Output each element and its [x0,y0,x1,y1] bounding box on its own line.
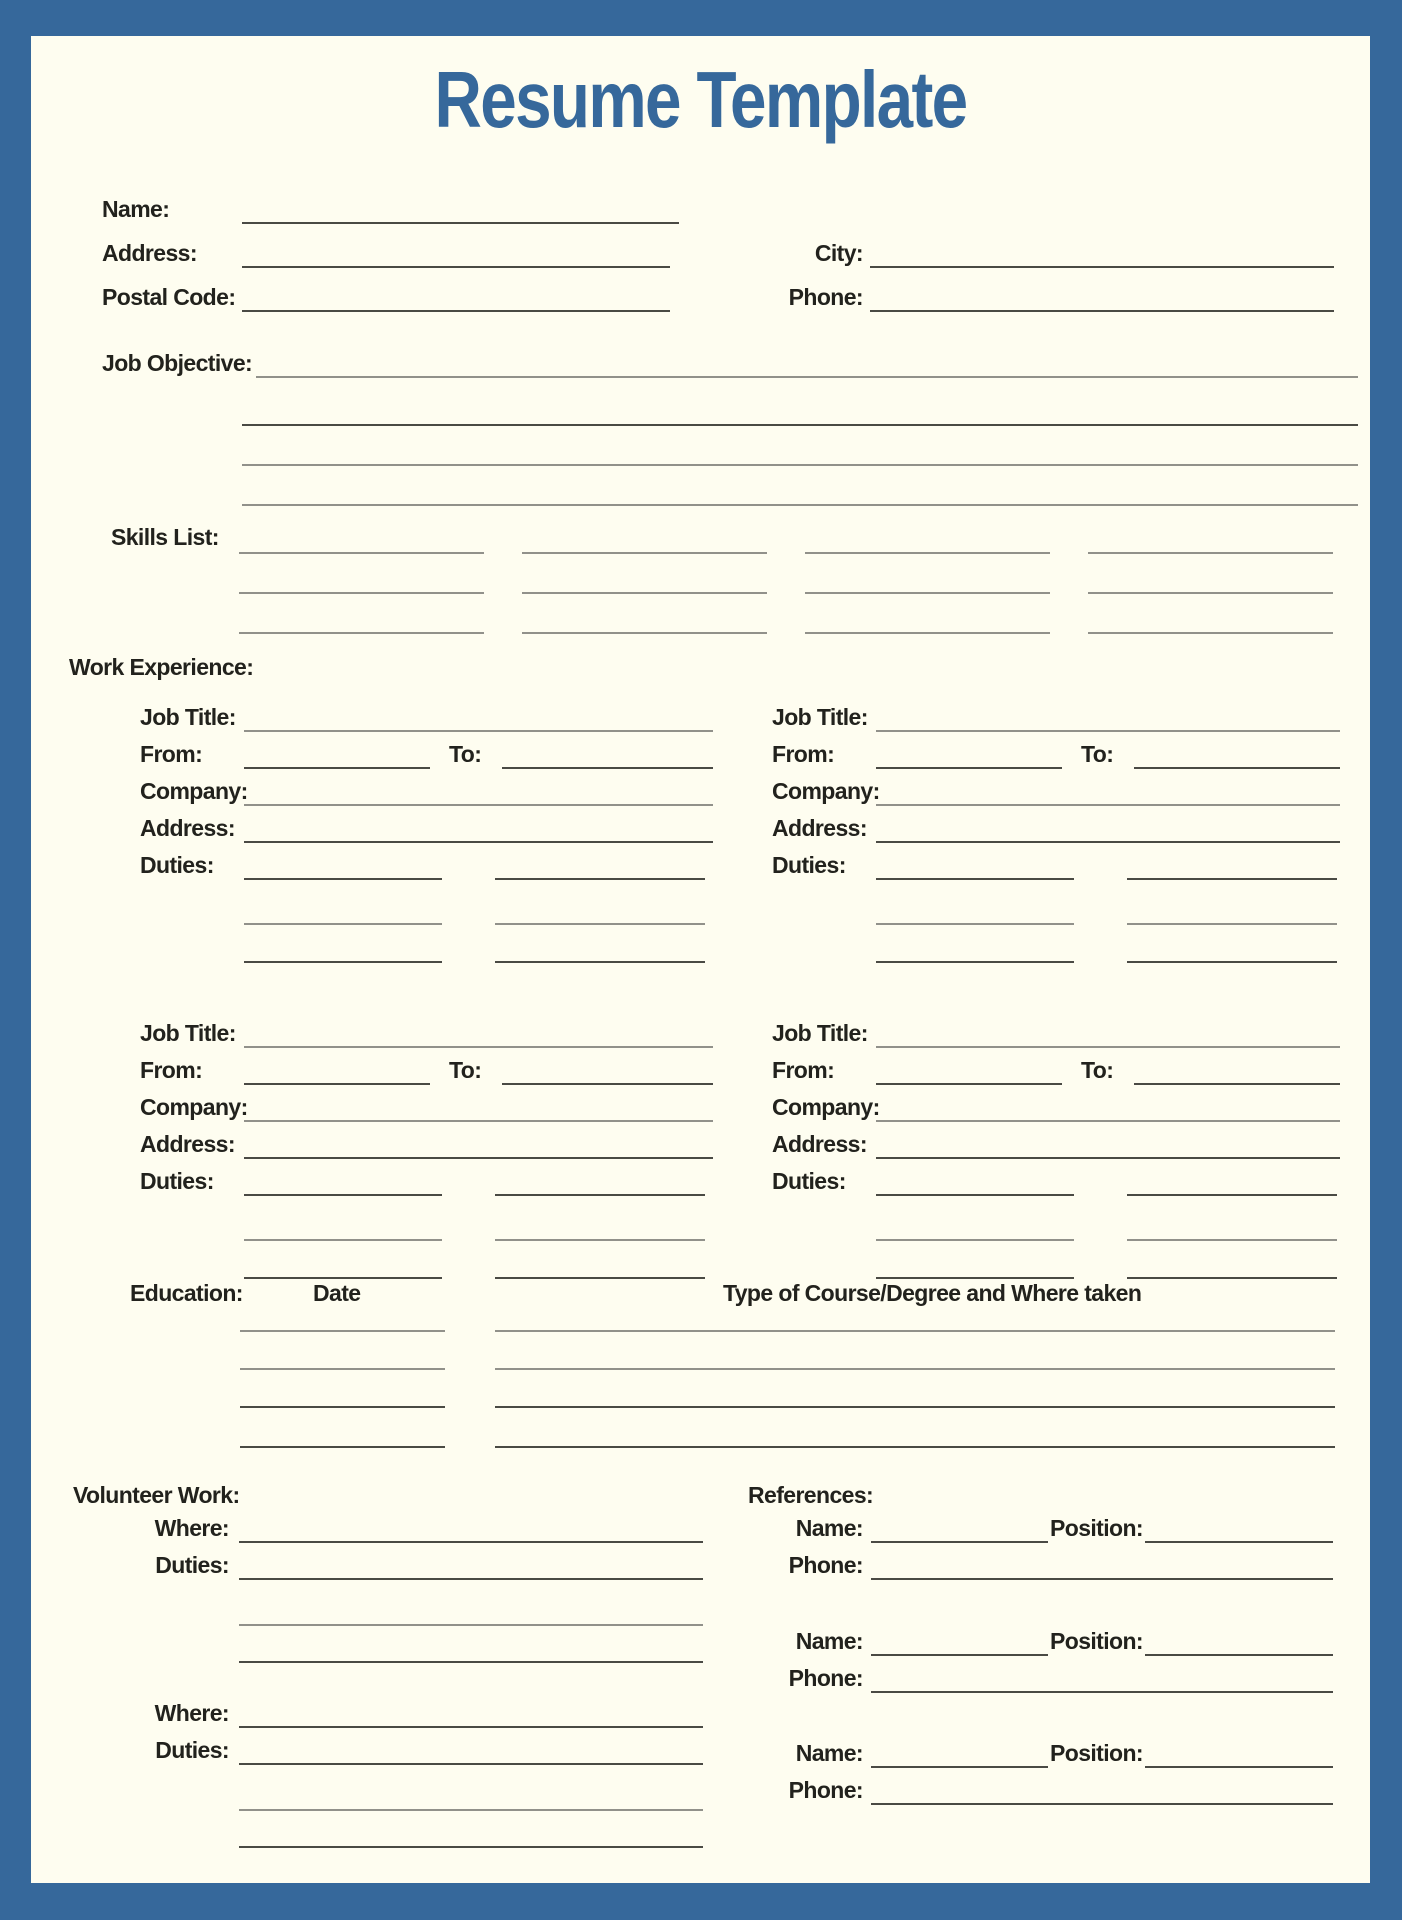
work-address-input-line[interactable] [876,841,1340,843]
volunteer-duties-input-line[interactable] [239,1661,703,1663]
references-section [748,1482,1333,1805]
work-entry [772,695,1340,963]
duties-input-line[interactable] [876,961,1074,963]
position-label: Position: [1050,1628,1143,1655]
address-label: Address: [772,815,867,842]
job-title-label: Job Title: [772,1020,868,1047]
duties-label: Duties: [155,1737,229,1764]
duties-label: Duties: [140,1168,214,1195]
work-address-input-line[interactable] [244,841,713,843]
education-section [130,1280,1335,1448]
education-date-input-line[interactable] [240,1330,445,1332]
where-label: Where: [154,1515,229,1542]
work-experience-grid [140,695,1370,1279]
address-row [102,224,1334,268]
duties-input-line[interactable] [876,878,1074,880]
from-label: From: [772,741,835,768]
reference-phone-row [748,1543,1333,1580]
work-experience-heading: Work Experience: [69,654,254,680]
job-title-input-line[interactable] [876,730,1340,732]
company-label: Company: [140,778,248,805]
name-label: Name: [102,196,170,223]
company-input-line[interactable] [244,1120,713,1122]
skill-input-line[interactable] [1088,554,1333,594]
postal-code-label: Postal Code: [102,284,236,311]
volunteer-duties-input-line[interactable] [239,1809,703,1811]
education-course-input-line[interactable] [495,1406,1335,1408]
reference-phone-input-line[interactable] [871,1578,1333,1580]
resume-template-page [31,36,1370,1883]
duties-input-line[interactable] [244,1194,442,1196]
skill-input-line[interactable] [239,554,484,594]
phone-label: Phone: [788,1552,863,1579]
job-objective-row [102,348,1358,378]
job-title-label: Job Title: [140,1020,236,1047]
phone-label: Phone: [788,1777,863,1804]
address-input-line[interactable] [242,266,670,268]
name-input-line[interactable] [242,222,679,224]
duties-input-line[interactable] [1127,1194,1337,1196]
duties-label: Duties: [155,1552,229,1579]
work-address-input-line[interactable] [876,1157,1340,1159]
reference-position-input-line[interactable] [1145,1766,1333,1768]
skill-input-line[interactable] [522,554,767,594]
work-entry [140,1011,713,1279]
to-input-line[interactable] [1134,1083,1340,1085]
from-label: From: [772,1057,835,1084]
reference-name-input-line[interactable] [871,1654,1048,1656]
city-label: City: [814,240,863,267]
city-input-line[interactable] [870,266,1334,268]
address-label: Address: [140,1131,235,1158]
duties-input-line[interactable] [1127,923,1337,925]
company-label: Company: [772,1094,880,1121]
duties-input-line[interactable] [1127,1277,1337,1279]
postal-row [102,268,1334,312]
education-header-row [130,1280,1335,1308]
skill-input-line[interactable] [239,594,484,634]
duties-label: Duties: [772,1168,846,1195]
from-input-line[interactable] [876,1083,1062,1085]
skill-input-line[interactable] [805,506,1050,554]
duties-input-line[interactable] [244,1277,442,1279]
skill-input-line[interactable] [805,554,1050,594]
education-course-input-line[interactable] [495,1446,1335,1448]
to-label: To: [449,1057,482,1084]
duties-input-line[interactable] [495,1277,705,1279]
company-input-line[interactable] [244,804,713,806]
duties-label: Duties: [772,852,846,879]
skill-input-line[interactable] [239,506,484,554]
duties-input-line[interactable] [495,923,705,925]
to-input-line[interactable] [1134,767,1340,769]
to-label: To: [449,741,482,768]
reference-phone-row [748,1768,1333,1805]
volunteer-where-input-line[interactable] [239,1726,703,1728]
reference-position-input-line[interactable] [1145,1541,1333,1543]
to-input-line[interactable] [502,767,713,769]
duties-label: Duties: [140,852,214,879]
from-input-line[interactable] [244,767,430,769]
from-input-line[interactable] [244,1083,430,1085]
phone-label: Phone: [788,284,863,311]
from-label: From: [140,741,203,768]
skills-section [111,506,1341,634]
address-label: Address: [140,815,235,842]
work-entry [140,695,713,963]
duties-input-line[interactable] [1127,878,1337,880]
duties-input-line[interactable] [1127,961,1337,963]
duties-input-line[interactable] [495,1194,705,1196]
reference-name-row [748,1731,1333,1768]
phone-input-line[interactable] [870,310,1334,312]
duties-input-line[interactable] [876,1277,1074,1279]
position-label: Position: [1050,1515,1143,1542]
reference-name-row [748,1510,1333,1543]
company-label: Company: [772,778,880,805]
duties-input-line[interactable] [244,923,442,925]
address-label: Address: [772,1131,867,1158]
duties-input-line[interactable] [876,1239,1074,1241]
from-label: From: [140,1057,203,1084]
to-label: To: [1081,741,1114,768]
to-input-line[interactable] [502,1083,713,1085]
duties-input-line[interactable] [876,1194,1074,1196]
duties-input-line[interactable] [244,961,442,963]
reference-name-input-line[interactable] [871,1766,1048,1768]
references-heading: References: [748,1482,874,1508]
company-label: Company: [140,1094,248,1121]
contact-section [102,180,1334,312]
position-label: Position: [1050,1740,1143,1767]
duties-input-line[interactable] [495,1239,705,1241]
reference-phone-input-line[interactable] [871,1803,1333,1805]
duties-input-line[interactable] [495,961,705,963]
reference-name-input-line[interactable] [871,1541,1048,1543]
page-title: Resume Template [434,55,967,144]
volunteer-work-heading: Volunteer Work: [73,1482,240,1508]
duties-input-line[interactable] [244,1239,442,1241]
reference-name-row [748,1619,1333,1656]
skill-input-line[interactable] [805,594,1050,634]
job-objective-extra-line[interactable] [242,386,1358,426]
education-date-input-line[interactable] [240,1406,445,1408]
education-date-header: Date [313,1280,361,1306]
duties-input-line[interactable] [1127,1239,1337,1241]
address-label: Address: [102,240,197,267]
job-title-input-line[interactable] [876,1046,1340,1048]
name-label: Name: [795,1628,863,1655]
skill-input-line[interactable] [522,594,767,634]
skill-input-line[interactable] [1088,594,1333,634]
duties-input-line[interactable] [876,923,1074,925]
skill-input-line[interactable] [522,506,767,554]
name-row [102,180,1334,224]
skill-input-line[interactable] [1088,506,1333,554]
education-course-header: Type of Course/Degree and Where taken [723,1280,1142,1306]
skills-list-label: Skills List: [111,524,219,550]
job-title-input-line[interactable] [244,1046,713,1048]
phone-label: Phone: [788,1665,863,1692]
duties-input-line[interactable] [495,878,705,880]
volunteer-work-section [73,1482,703,1848]
work-experience-section [31,636,1370,1279]
education-course-input-line[interactable] [495,1330,1335,1332]
volunteer-where-input-line[interactable] [239,1541,703,1543]
job-title-label: Job Title: [140,704,236,731]
from-input-line[interactable] [876,767,1062,769]
education-course-input-line[interactable] [495,1368,1335,1370]
education-date-input-line[interactable] [240,1368,445,1370]
job-title-label: Job Title: [772,704,868,731]
job-objective-extra-line[interactable] [242,426,1358,466]
volunteer-duties-input-line[interactable] [239,1578,703,1580]
company-input-line[interactable] [876,804,1340,806]
to-label: To: [1081,1057,1114,1084]
reference-position-input-line[interactable] [1145,1654,1333,1656]
volunteer-duties-input-line[interactable] [239,1624,703,1626]
education-heading: Education: [130,1280,243,1306]
name-label: Name: [795,1515,863,1542]
skills-grid [239,506,1333,634]
reference-phone-row [748,1656,1333,1693]
job-objective-section [102,348,1358,506]
job-title-input-line[interactable] [244,730,713,732]
duties-input-line[interactable] [244,878,442,880]
volunteer-duties-input-line[interactable] [239,1846,703,1848]
job-objective-label: Job Objective: [102,350,253,377]
postal-code-input-line[interactable] [242,310,670,312]
education-date-input-line[interactable] [240,1446,445,1448]
volunteer-duties-input-line[interactable] [239,1763,703,1765]
work-address-input-line[interactable] [244,1157,713,1159]
job-objective-input-line[interactable] [256,376,1358,378]
job-objective-extra-line[interactable] [242,466,1358,506]
company-input-line[interactable] [876,1120,1340,1122]
reference-phone-input-line[interactable] [871,1691,1333,1693]
work-entry [772,1011,1340,1279]
name-label: Name: [795,1740,863,1767]
where-label: Where: [154,1700,229,1727]
